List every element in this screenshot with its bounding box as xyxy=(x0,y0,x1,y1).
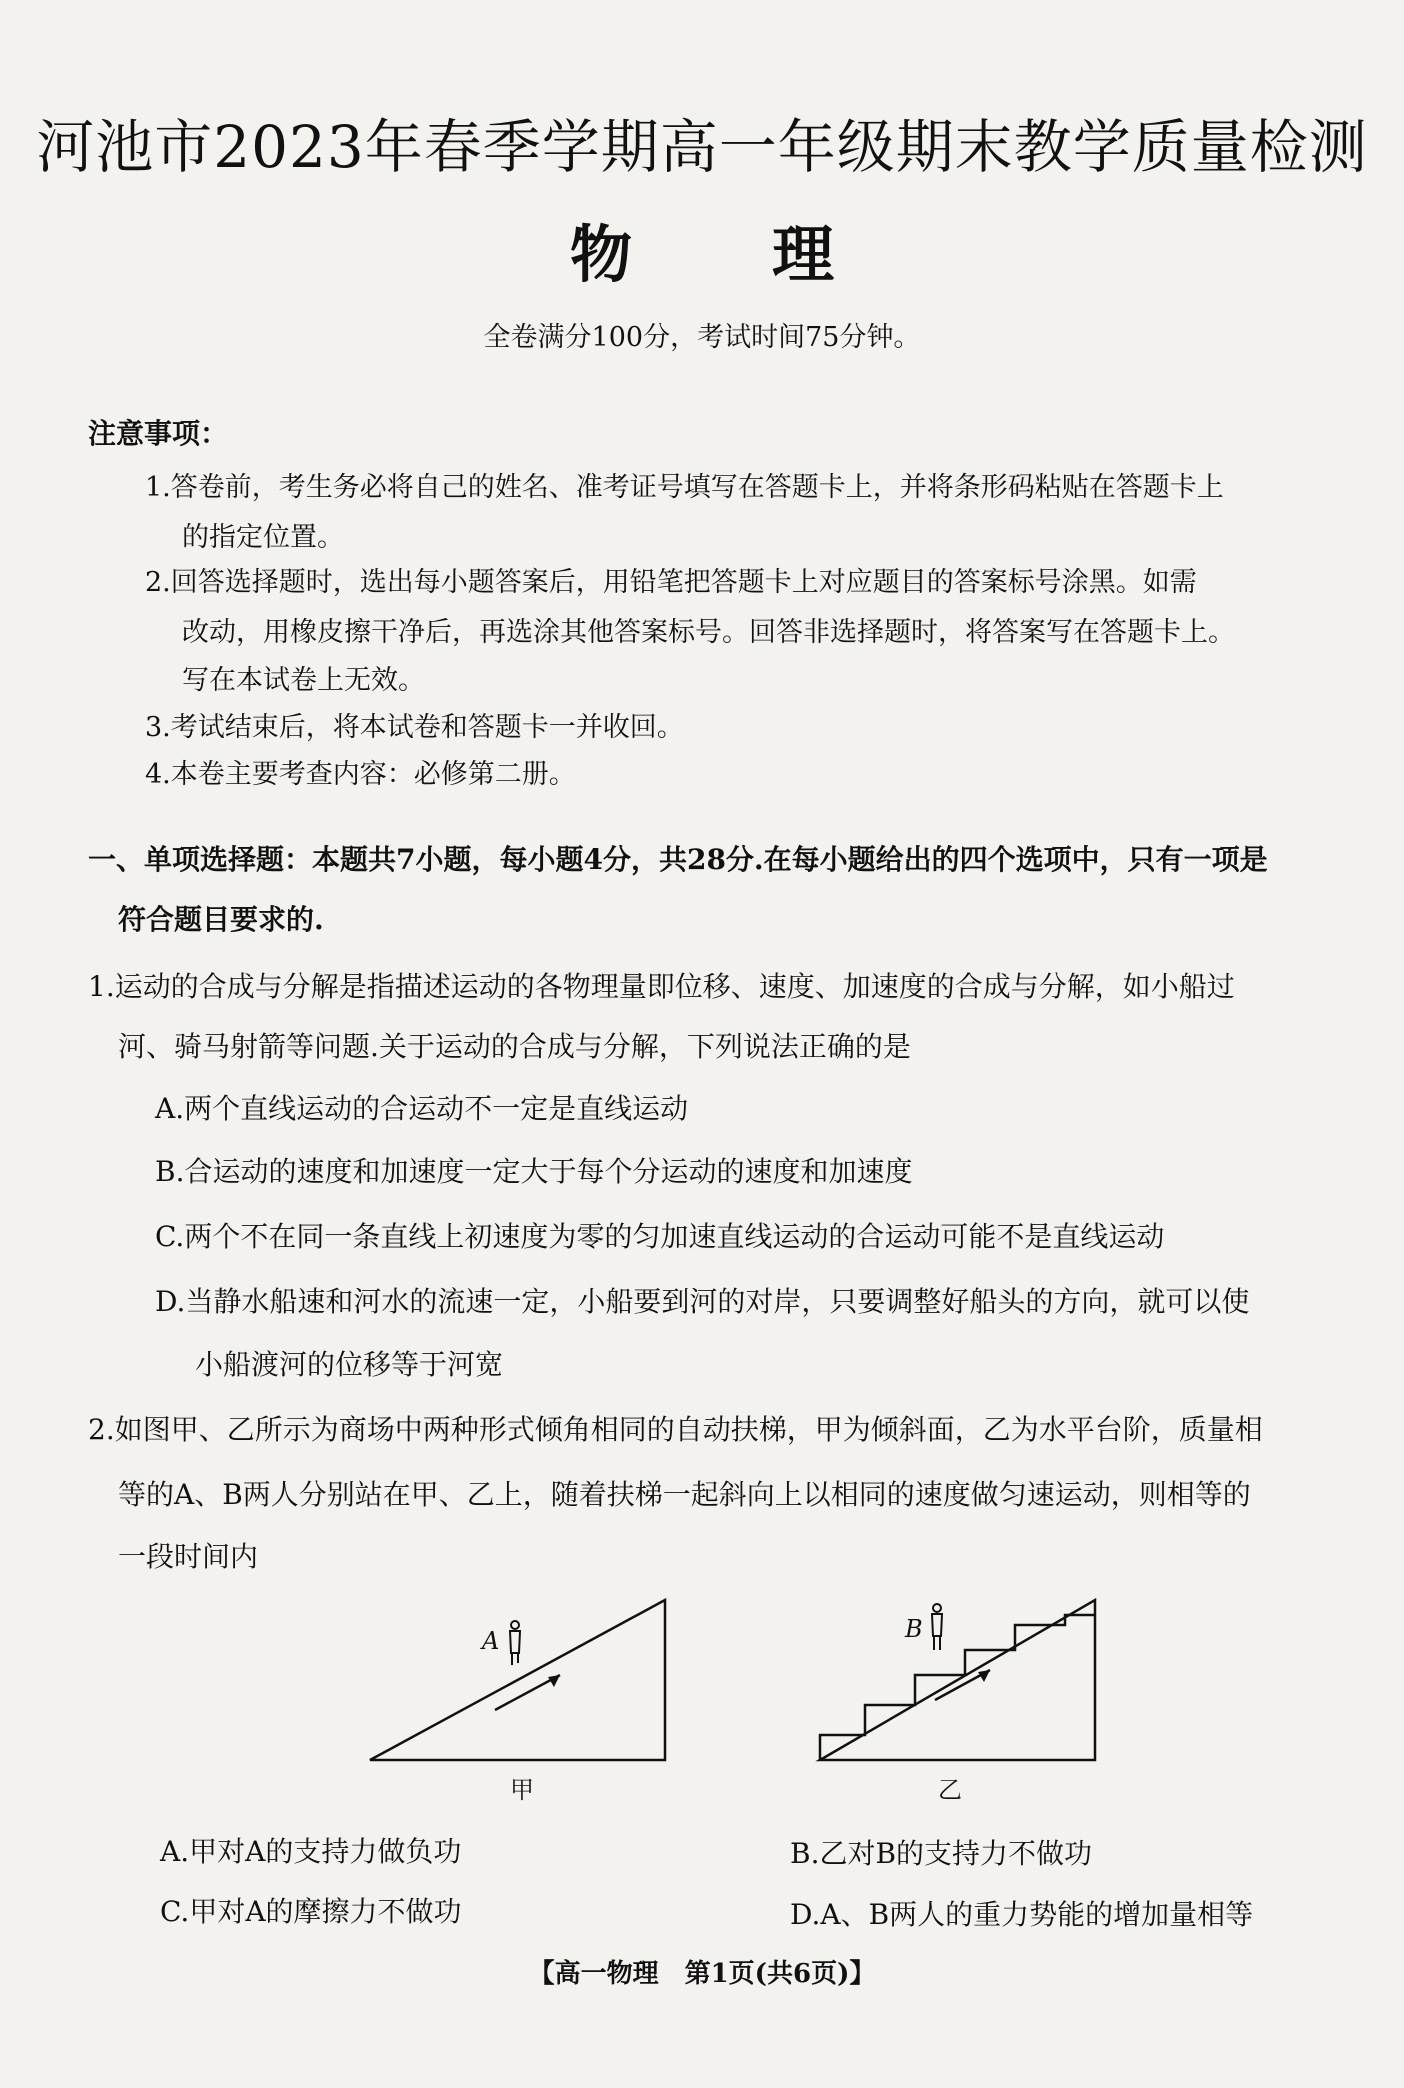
exam-meta: 全卷满分100分，考试时间75分钟。 xyxy=(483,322,921,353)
question-stem: 河、骑马射箭等问题.关于运动的合成与分解，下列说法正确的是 xyxy=(118,1030,911,1063)
exam-title: 河池市2023年春季学期高一年级期末教学质量检测 xyxy=(36,113,1368,181)
option-a: A.两个直线运动的合运动不一定是直线运动 xyxy=(155,1092,689,1125)
question-stem: 一段时间内 xyxy=(118,1540,259,1573)
section-heading: 一、单项选择题：本题共7小题，每小题4分，共28分.在每小题给出的四个选项中，只有一项是 xyxy=(88,843,1268,876)
option-c: C.甲对A的摩擦力不做功 xyxy=(160,1895,462,1928)
option-a: A.甲对A的支持力做负功 xyxy=(160,1835,462,1868)
notice-item: 1.答卷前，考生务必将自己的姓名、准考证号填写在答题卡上，并将条形码粘贴在答题卡上 xyxy=(145,472,1224,503)
notice-heading: 注意事项： xyxy=(88,417,229,450)
notice-item: 写在本试卷上无效。 xyxy=(182,665,425,696)
figure-caption: 乙 xyxy=(938,1776,962,1804)
notice-item: 4.本卷主要考查内容：必修第二册。 xyxy=(145,759,576,790)
person-a-icon xyxy=(510,1621,520,1665)
figure-caption: 甲 xyxy=(510,1776,534,1804)
stairs-figure xyxy=(815,1595,1125,1785)
person-b-label: B xyxy=(905,1615,923,1643)
section-heading-cont: 符合题目要求的. xyxy=(118,903,324,936)
incline-triangle xyxy=(370,1600,665,1760)
option-b: B.乙对B的支持力不做功 xyxy=(790,1837,1093,1870)
option-d: D.当静水船速和河水的流速一定，小船要到河的对岸，只要调整好船头的方向，就可以使 xyxy=(155,1285,1250,1318)
incline-figure xyxy=(365,1595,675,1785)
notice-item: 的指定位置。 xyxy=(182,522,344,553)
notice-item: 改动，用橡皮擦干净后，再选涂其他答案标号。回答非选择题时，将答案写在答题卡上。 xyxy=(182,617,1235,648)
person-b-icon xyxy=(932,1604,942,1650)
person-a-label: A xyxy=(482,1627,500,1655)
subject-title: 物理 xyxy=(569,218,974,291)
option-c: C.两个不在同一条直线上初速度为零的匀加速直线运动的合运动可能不是直线运动 xyxy=(155,1220,1165,1253)
notice-item: 2.回答选择题时，选出每小题答案后，用铅笔把答题卡上对应题目的答案标号涂黑。如需 xyxy=(145,567,1197,598)
option-d-cont: 小船渡河的位移等于河宽 xyxy=(195,1348,504,1381)
notice-item: 3.考试结束后，将本试卷和答题卡一并收回。 xyxy=(145,712,684,743)
question-stem: 等的A、B两人分别站在甲、乙上，随着扶梯一起斜向上以相同的速度做匀速运动，则相等的 xyxy=(118,1478,1251,1511)
question-stem: 1.运动的合成与分解是指描述运动的各物理量即位移、速度、加速度的合成与分解，如小船过 xyxy=(88,970,1235,1003)
question-stem: 2.如图甲、乙所示为商场中两种形式倾角相同的自动扶梯，甲为倾斜面，乙为水平台阶，质量相 xyxy=(88,1413,1263,1446)
option-b: B.合运动的速度和加速度一定大于每个分运动的速度和加速度 xyxy=(155,1155,913,1188)
option-d: D.A、B两人的重力势能的增加量相等 xyxy=(790,1898,1254,1931)
page-footer: 【高一物理 第1页(共6页)】 xyxy=(528,1959,876,1989)
